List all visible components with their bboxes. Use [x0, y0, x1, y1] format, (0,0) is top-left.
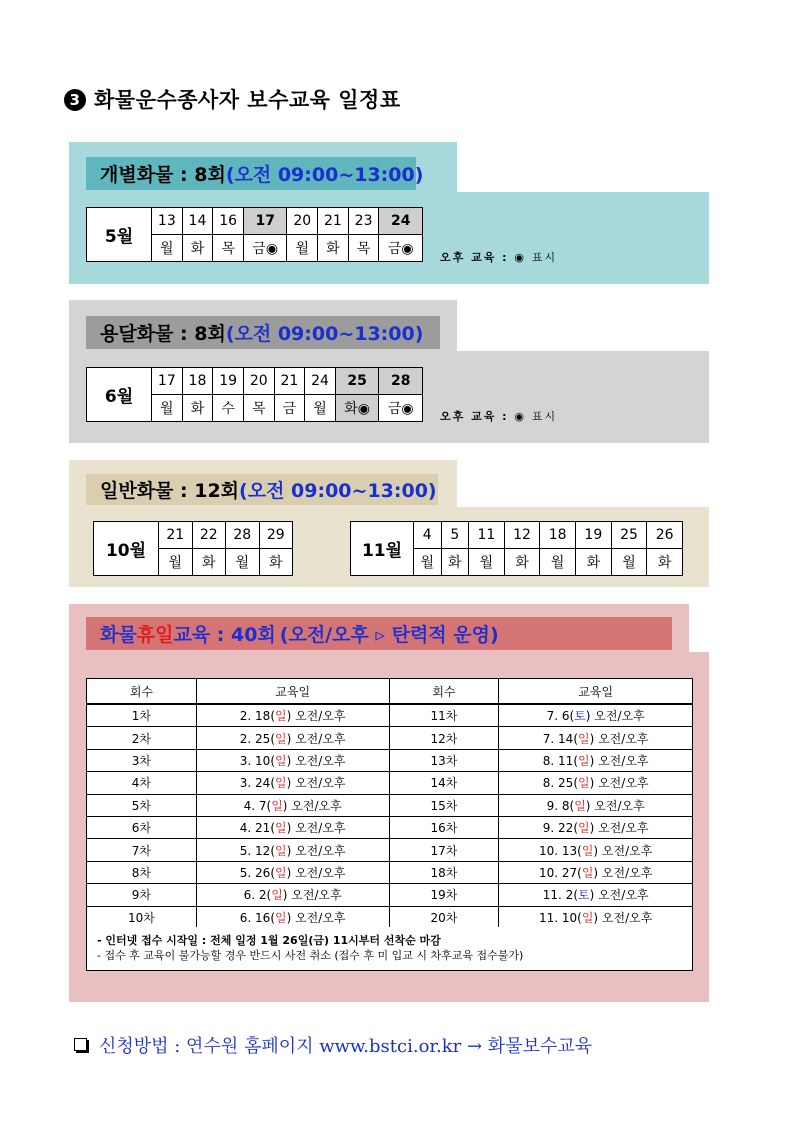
date-cell: [196, 884, 389, 906]
weekday-cell: 화: [318, 235, 349, 262]
date-text: 6. 16(: [239, 910, 275, 925]
day-of-week: 일: [275, 843, 287, 858]
weekday-cell: 화: [182, 235, 213, 262]
afternoon-note: [440, 249, 557, 265]
weekday-cell: 화: [192, 549, 226, 576]
session-text: ) 오전/오후: [282, 798, 342, 813]
session-text: ) 오전/오후: [286, 865, 346, 880]
column-header: 교육일: [499, 679, 693, 705]
session-text: ) 오전/오후: [585, 709, 645, 724]
date-cell: [499, 861, 693, 883]
application-method-text: 신청방법 : 연수원 홈페이지 www.bstci.or.kr → 화물보수교육: [99, 1036, 593, 1057]
day-of-week: 일: [275, 776, 287, 791]
section-header-time: (오전 09:00~13:00): [225, 323, 424, 345]
section-header-prefix: 일반화물 : 12회: [100, 480, 240, 502]
date-cell: [196, 816, 389, 838]
session-text: ) 오전/오후: [286, 821, 346, 836]
weekday-cell: 화: [647, 549, 683, 576]
column-header: 회수: [87, 679, 197, 705]
weekday-cell: 화◉: [335, 395, 379, 422]
round-cell: 11차: [389, 704, 499, 727]
holiday-header-p4: (오전/오후 ▹ 탄력적 운영): [279, 624, 499, 646]
table-row: [87, 749, 693, 771]
day-of-week: 일: [581, 843, 594, 858]
weekday-cell: 화: [576, 549, 612, 576]
day-of-week: 일: [275, 709, 287, 724]
day-cell: 19: [213, 368, 244, 395]
day-cell: 23: [348, 208, 379, 235]
weekday-cell: 월: [152, 395, 183, 422]
weekday-cell: 월: [469, 549, 505, 576]
date-cell: [196, 749, 389, 771]
month-label: 5월: [87, 208, 152, 262]
day-cell: 20: [287, 208, 318, 235]
round-cell: 7차: [87, 839, 197, 861]
weekday-cell: 월: [159, 549, 193, 576]
round-cell: 19차: [389, 884, 499, 906]
round-cell: 17차: [389, 839, 499, 861]
day-of-week: 일: [574, 798, 586, 813]
day-of-week: 일: [578, 731, 590, 746]
day-of-week: 토: [578, 888, 590, 903]
round-cell: 2차: [87, 727, 197, 749]
session-text: ) 오전/오후: [585, 798, 645, 813]
session-text: ) 오전/오후: [589, 888, 649, 903]
date-text: 10. 27(: [538, 865, 582, 880]
date-cell: [196, 839, 389, 861]
date-cell: [499, 839, 693, 861]
day-cell: 18: [182, 368, 213, 395]
date-cell: [499, 749, 693, 771]
day-cell: 28: [226, 522, 260, 549]
calendar-may: [86, 207, 423, 262]
holiday-header-p3: 교육 : 40회: [173, 624, 276, 646]
day-cell: 28: [379, 368, 423, 395]
date-cell: [499, 816, 693, 838]
round-cell: 15차: [389, 794, 499, 816]
table-row: [87, 884, 693, 906]
date-text: 11. 2(: [542, 888, 578, 903]
calendar-june: [86, 367, 423, 422]
column-header: 교육일: [196, 679, 389, 705]
day-of-week: 일: [581, 910, 594, 925]
round-cell: 5차: [87, 794, 197, 816]
page-title: [64, 84, 401, 114]
date-text: 10. 13(: [538, 843, 582, 858]
session-text: ) 오전/오후: [593, 843, 653, 858]
date-text: 5. 26(: [239, 865, 275, 880]
weekday-cell: 목: [348, 235, 379, 262]
holiday-note-registration: - 인터넷 접수 시작일 : 전체 일정 1월 26일(금) 11시부터 선착순 마감: [97, 934, 441, 947]
afternoon-note-plain: 표시: [531, 410, 558, 423]
afternoon-note: [440, 408, 557, 424]
date-text: 5. 12(: [239, 843, 275, 858]
day-cell: 24: [305, 368, 336, 395]
weekday-cell: 화: [259, 549, 293, 576]
date-cell: [196, 861, 389, 883]
day-of-week: 일: [275, 753, 287, 768]
date-cell: [196, 772, 389, 794]
section-header-holiday: [86, 617, 672, 650]
date-cell: [499, 772, 693, 794]
section-header-time: (오전 09:00~13:00): [239, 480, 437, 502]
day-cell: 26: [647, 522, 683, 549]
day-cell: 14: [182, 208, 213, 235]
holiday-schedule-table: [86, 678, 693, 929]
day-cell: 18: [540, 522, 576, 549]
day-cell: 11: [469, 522, 505, 549]
date-cell: [196, 906, 389, 928]
day-cell: 19: [576, 522, 612, 549]
section-header-delivery: [86, 316, 440, 349]
table-row: [87, 839, 693, 861]
day-cell: 21: [274, 368, 305, 395]
section-header-prefix: 개별화물 : 8회: [100, 164, 226, 186]
day-cell: 21: [159, 522, 193, 549]
date-text: 11. 10(: [538, 910, 582, 925]
day-cell: 13: [152, 208, 183, 235]
table-row: [87, 816, 693, 838]
table-row: [87, 727, 693, 749]
weekday-cell: 수: [213, 395, 244, 422]
weekday-cell: 금◉: [379, 395, 423, 422]
afternoon-note-plain: 표시: [531, 251, 558, 264]
session-text: ) 오전/오후: [286, 776, 346, 791]
date-cell: [196, 727, 389, 749]
application-method: [74, 1032, 592, 1058]
day-of-week: 토: [574, 709, 586, 724]
day-cell: 21: [318, 208, 349, 235]
day-cell: 12: [504, 522, 540, 549]
day-of-week: 일: [271, 798, 283, 813]
table-row: [87, 704, 693, 727]
table-row: [87, 794, 693, 816]
table-row: [87, 906, 693, 928]
section-header-general: [86, 474, 438, 505]
session-text: ) 오전/오후: [282, 888, 342, 903]
date-cell: [499, 794, 693, 816]
weekday-cell: 월: [611, 549, 647, 576]
session-text: ) 오전/오후: [286, 843, 346, 858]
round-cell: 12차: [389, 727, 499, 749]
afternoon-note-label: 오후 교육 : ◉: [440, 410, 526, 423]
holiday-note-cancel: - 접수 후 교육이 불가능할 경우 반드시 사전 취소 (접수 후 미 입교 시 차후교육 접수불가): [97, 949, 524, 962]
day-cell: 22: [192, 522, 226, 549]
date-cell: [499, 704, 693, 727]
circled-number-icon: 3: [64, 89, 86, 111]
round-cell: 13차: [389, 749, 499, 771]
month-label: 10월: [94, 522, 159, 576]
date-cell: [196, 794, 389, 816]
page-title-text: 화물운수종사자 보수교육 일정표: [94, 88, 401, 112]
weekday-cell: 목: [243, 395, 274, 422]
round-cell: 4차: [87, 772, 197, 794]
session-text: ) 오전/오후: [593, 910, 653, 925]
table-header-row: [87, 679, 693, 705]
column-header: 회수: [389, 679, 499, 705]
round-cell: 14차: [389, 772, 499, 794]
day-of-week: 일: [271, 888, 283, 903]
date-text: 2. 18(: [239, 709, 275, 724]
round-cell: 1차: [87, 704, 197, 727]
round-cell: 20차: [389, 906, 499, 928]
day-cell: 20: [243, 368, 274, 395]
day-cell: 25: [611, 522, 647, 549]
holiday-header-p1: 화물: [100, 624, 137, 646]
section-header-time: (오전 09:00~13:00): [225, 164, 424, 186]
weekday-cell: 금: [274, 395, 305, 422]
date-text: 3. 24(: [239, 776, 275, 791]
session-text: ) 오전/오후: [589, 731, 649, 746]
date-text: 9. 8(: [546, 798, 575, 813]
day-of-week: 일: [578, 821, 590, 836]
weekday-cell: 화: [182, 395, 213, 422]
weekday-cell: 금◉: [379, 235, 423, 262]
session-text: ) 오전/오후: [589, 753, 649, 768]
table-row: [87, 861, 693, 883]
round-cell: 3차: [87, 749, 197, 771]
date-text: 8. 25(: [542, 776, 578, 791]
day-of-week: 일: [275, 821, 287, 836]
weekday-cell: 월: [152, 235, 183, 262]
round-cell: 10차: [87, 906, 197, 928]
session-text: ) 오전/오후: [286, 753, 346, 768]
round-cell: 6차: [87, 816, 197, 838]
weekday-cell: 월: [414, 549, 442, 576]
session-text: ) 오전/오후: [589, 821, 649, 836]
holiday-header-p2: 휴일: [136, 624, 174, 646]
date-cell: [196, 704, 389, 727]
weekday-cell: 월: [287, 235, 318, 262]
date-text: 4. 7(: [243, 798, 272, 813]
checkbox-square-icon: [74, 1038, 87, 1051]
section-header-individual: [86, 157, 424, 190]
session-text: ) 오전/오후: [589, 776, 649, 791]
day-of-week: 일: [578, 776, 590, 791]
date-cell: [499, 727, 693, 749]
weekday-cell: 화: [441, 549, 469, 576]
month-label: 6월: [87, 368, 152, 422]
day-of-week: 일: [275, 865, 287, 880]
day-of-week: 일: [275, 731, 287, 746]
date-cell: [499, 906, 693, 928]
calendar-november: [350, 521, 683, 576]
weekday-cell: 월: [226, 549, 260, 576]
day-of-week: 일: [578, 753, 590, 768]
day-cell: 16: [213, 208, 244, 235]
session-text: ) 오전/오후: [286, 709, 346, 724]
date-text: 3. 10(: [239, 753, 275, 768]
table-row: [87, 772, 693, 794]
day-cell: 17: [243, 208, 287, 235]
date-text: 7. 6(: [546, 709, 575, 724]
day-cell: 25: [335, 368, 379, 395]
round-cell: 16차: [389, 816, 499, 838]
weekday-cell: 월: [305, 395, 336, 422]
session-text: ) 오전/오후: [593, 865, 653, 880]
weekday-cell: 금◉: [243, 235, 287, 262]
holiday-notes: [86, 927, 693, 971]
weekday-cell: 화: [504, 549, 540, 576]
month-label: 11월: [351, 522, 414, 576]
session-text: ) 오전/오후: [286, 731, 346, 746]
round-cell: 18차: [389, 861, 499, 883]
date-text: 4. 21(: [239, 821, 275, 836]
round-cell: 9차: [87, 884, 197, 906]
calendar-october: [93, 521, 293, 576]
date-text: 7. 14(: [542, 731, 578, 746]
weekday-cell: 월: [540, 549, 576, 576]
day-of-week: 일: [581, 865, 594, 880]
day-cell: 4: [414, 522, 442, 549]
afternoon-note-label: 오후 교육 : ◉: [440, 251, 526, 264]
day-cell: 24: [379, 208, 423, 235]
date-text: 8. 11(: [542, 753, 578, 768]
date-text: 6. 2(: [243, 888, 272, 903]
day-of-week: 일: [275, 910, 287, 925]
date-text: 9. 22(: [542, 821, 578, 836]
date-text: 2. 25(: [239, 731, 275, 746]
section-header-prefix: 용달화물 : 8회: [100, 323, 226, 345]
day-cell: 29: [259, 522, 293, 549]
date-cell: [499, 884, 693, 906]
day-cell: 17: [152, 368, 183, 395]
weekday-cell: 목: [213, 235, 244, 262]
round-cell: 8차: [87, 861, 197, 883]
session-text: ) 오전/오후: [286, 910, 346, 925]
day-cell: 5: [441, 522, 469, 549]
